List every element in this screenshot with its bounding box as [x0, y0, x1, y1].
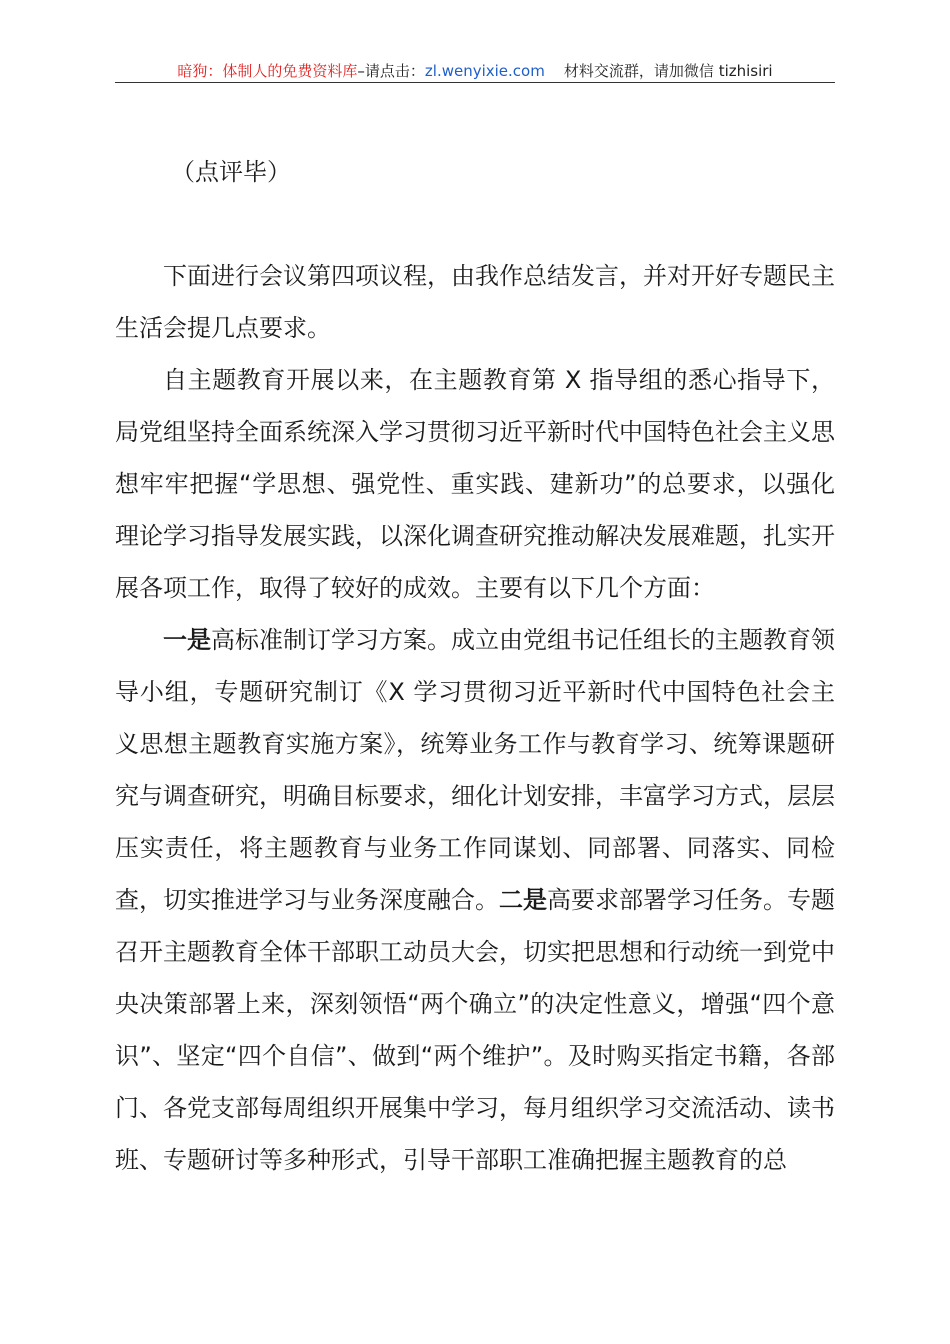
paragraph-points	[115, 614, 835, 1186]
paragraph-summary: 自主题教育开展以来，在主题教育第 X 指导组的悉心指导下，局党组坚持全面系统深入学习贯彻习近平新时代中国特色社会主义思想牢牢把握“学思想、强党性、重实践、建新功”的总要求，以强化理论学习指导发展实践，以深化调查研究推动解决发展难题，扎实开展各项工作，取得了较好的成效。主要有以下几个方面：	[115, 366, 835, 602]
header-click-text: –请点击：	[357, 62, 425, 80]
remark-line: （点评毕）	[171, 158, 291, 186]
header-divider	[115, 82, 835, 83]
header-group-text: 材料交流群，请加微信 tizhisiri	[563, 62, 773, 80]
blank-line	[115, 198, 835, 250]
page-header	[115, 58, 835, 84]
point-two-lead: 二是	[499, 886, 547, 914]
header-url-link[interactable]: zl.wenyixie.com	[424, 62, 545, 80]
point-two-text: 高要求部署学习任务。专题召开主题教育全体干部职工动员大会，切实把思想和行动统一到党中央决策部署上来，深刻领悟“两个确立”的决定性意义，增强“四个意识”、坚定“四个自信”、做到“两个维护”。及时购买指定书籍，各部门、各党支部每周组织开展集中学习，每月组织学习交流活动、读书班、专题研讨等多种形式，引导干部职工准确把握主题教育的总	[115, 886, 835, 1174]
document-body	[115, 146, 835, 1186]
point-one-lead: 一是	[163, 626, 211, 654]
point-one-text: 高标准制订学习方案。成立由党组书记任组长的主题教育领导小组，专题研究制订《X 学习贯彻习近平新时代中国特色社会主义思想主题教育实施方案》，统筹业务工作与教育学习、统筹课题研究与调查研究，明确目标要求，细化计划安排，丰富学习方式，层层压实责任，将主题教育与业务工作同谋划、同部署、同落实、同检查，切实推进学习与业务深度融合。	[115, 626, 835, 914]
paragraph-agenda: 下面进行会议第四项议程，由我作总结发言，并对开好专题民主生活会提几点要求。	[115, 262, 835, 342]
header-site-name: 暗狗：体制人的免费资料库	[177, 62, 358, 80]
